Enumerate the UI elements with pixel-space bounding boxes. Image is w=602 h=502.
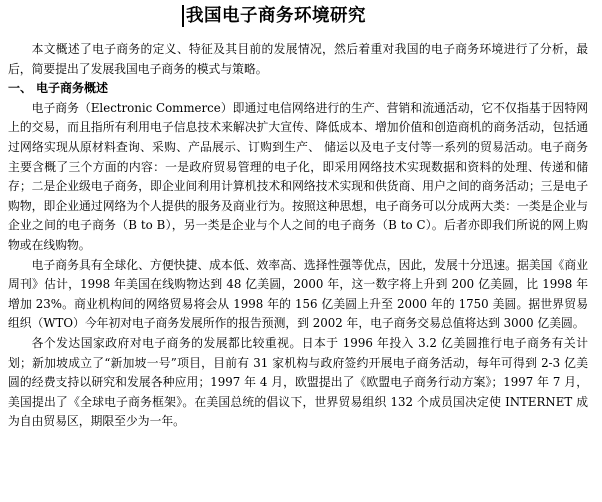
abstract-paragraph: 本文概述了电子商务的定义、特征及其目前的发展情况，然后着重对我国的电子商务环境进行了分析，最后，简要提出了发展我国电子商务的模式与策略。	[8, 42, 588, 76]
section-number: 一、	[8, 81, 33, 96]
body-paragraph: 各个发达国家政府对电子商务的发展都比较重视。日本于 1996 年投入 3.2 亿美圆推行电子商务有关计划；新加坡成立了“新加坡一号”项目，目前有 31 家机构与政府签约开展电子商务活动，每年可得到 2-3 亿美圆的经费支持以研究和发展各种应用；1997 年 4 月，欧盟提出了《欧盟电子商务行动方案》；1997 年 7 月，美国提出了《全球电子商务框架》。在美国总统的倡议下，世界贸易组织 132 个成员国决定使 INTERNET 成为自由贸易区，期限至少为一年。	[8, 335, 588, 429]
text-cursor	[182, 5, 184, 27]
document-body	[8, 40, 588, 432]
section-heading-text: 电子商务概述	[36, 81, 109, 96]
section-heading	[8, 79, 588, 99]
body-paragraph: 电子商务具有全球化、方便快捷、成本低、效率高、选择性强等优点，因此，发展十分迅速。据美国《商业周刊》估计，1998 年美国在线购物达到 48 亿美圆，2000 年，这一数字将上升到 200 亿美圆，比 1998 年增加 23%。商业机构间的网络贸易将会从 1998 年的 156 亿美圆上升至 2000 年的 1750 美圆。据世界贸易组织（WTO）今年初对电子商务发展所作的报告预测，到 2002 年，电子商务交易总值将达到 3000 亿美圆。	[8, 257, 588, 331]
document-title: 我国电子商务环境研究	[186, 6, 366, 26]
body-paragraph: 电子商务（Electronic Commerce）即通过电信网络进行的生产、营销和流通活动，它不仅指基于因特网上的交易，而且指所有利用电子信息技术来解决扩大宣传、降低成本、增加价值和创造商机的商务活动，包括通过网络实现从原材料查询、采购、产品展示、订购到生产、 储运以及电子支付等一系列的贸易活动。电子商务主要含概了三个方面的内容：一是政府贸易管理的电子化，即采用网络技术实现数据和资料的处理、传递和储存；二是企业级电子商务，即企业间利用计算机技术和网络技术实现和供货商、用户之间的商务活动；三是电子购物，即企业通过网络为个人提供的服务及商业行为。按照这种思想，电子商务可以分成两大类：一类是企业与企业之间的电子商务（B to B），另一类是企业与个人之间的电子商务（B to C）。后者亦即我们所说的网上购物或在线购物。	[8, 100, 588, 252]
